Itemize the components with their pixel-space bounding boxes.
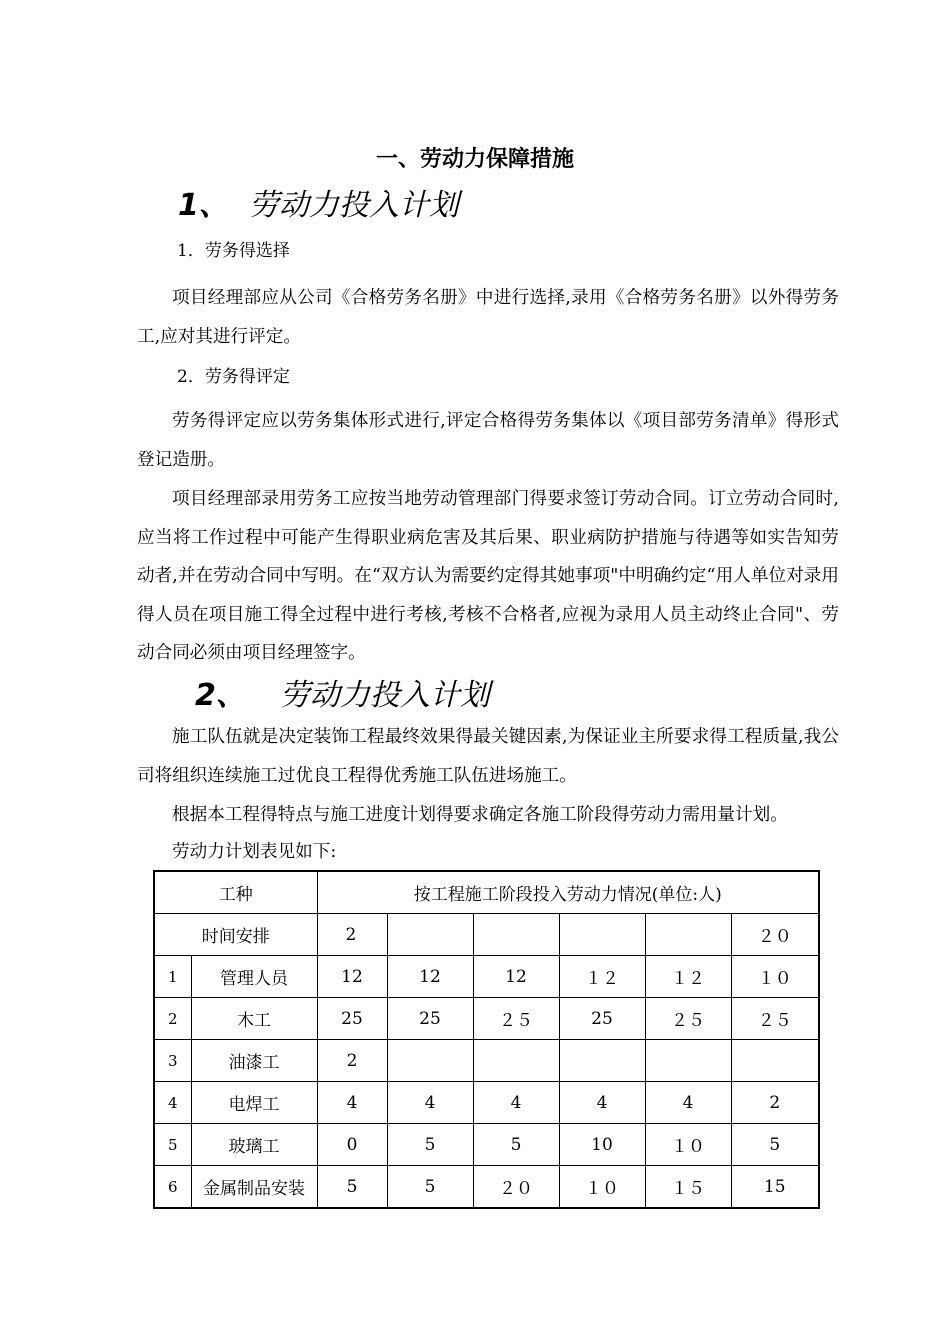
page-title: 一、劳动力保障措施	[375, 147, 574, 172]
table-cell: １０	[731, 956, 819, 998]
table-cell: 12	[473, 956, 559, 998]
table-cell: 4	[645, 1082, 731, 1124]
paragraph-labor-contract: 项目经理部录用劳务工应按当地劳动管理部门得要求签订劳动合同。订立劳动合同时,应当将工作过程中可能产生得职业病危害及其后果、职业病防护措施与待遇等如实告知劳动者,并在劳动合同中写明。在“双方认为需要约定得其她事项"中明确约定“用人单位对录用得人员在项目施工得全过程中进行考核,考核不合格者,应视为录用人员主动终止合同"、劳动合同必须由项目经理签字。	[137, 489, 839, 663]
table-cell: 4	[317, 1082, 387, 1124]
time-cell	[559, 914, 645, 956]
table-cell: 4	[387, 1082, 473, 1124]
table-cell: 25	[317, 998, 387, 1040]
table-cell: 15	[731, 1166, 819, 1209]
time-cell	[387, 914, 473, 956]
table-header-row	[154, 871, 819, 914]
table-row	[154, 1124, 819, 1166]
section-heading-1	[178, 180, 459, 224]
trade-name: 电焊工	[191, 1082, 317, 1124]
row-index: 4	[154, 1082, 191, 1124]
table-cell: ２５	[731, 998, 819, 1040]
table-cell	[387, 1040, 473, 1082]
table-cell: １０	[645, 1124, 731, 1166]
table-cell	[473, 1040, 559, 1082]
trade-name: 木工	[191, 998, 317, 1040]
table-row	[154, 1040, 819, 1082]
table-row	[154, 998, 819, 1040]
trade-name: 油漆工	[191, 1040, 317, 1082]
section-number-2: 2、	[195, 678, 246, 713]
paragraph-table-intro: 劳动力计划表见如下:	[172, 842, 337, 862]
labor-plan-table	[153, 870, 820, 1209]
table-row	[154, 1166, 819, 1209]
time-cell: 2	[317, 914, 387, 956]
table-cell: 5	[731, 1124, 819, 1166]
row-index: 6	[154, 1166, 191, 1209]
section-title-2: 劳动力投入计划	[279, 678, 490, 713]
table-cell: 12	[387, 956, 473, 998]
table-cell: １２	[559, 956, 645, 998]
table-cell: ２５	[645, 998, 731, 1040]
table-cell: 0	[317, 1124, 387, 1166]
time-label: 时间安排	[154, 914, 317, 956]
row-index: 5	[154, 1124, 191, 1166]
table-cell: 10	[559, 1124, 645, 1166]
time-cell	[473, 914, 559, 956]
table-cell: 2	[731, 1082, 819, 1124]
header-trade: 工种	[154, 871, 317, 914]
table-cell: 2	[317, 1040, 387, 1082]
table-cell: １２	[645, 956, 731, 998]
row-index: 3	[154, 1040, 191, 1082]
paragraph-labor-evaluation: 劳务得评定应以劳务集体形式进行,评定合格得劳务集体以《项目部劳务清单》得形式登记造册。	[137, 411, 839, 470]
time-cell: ２０	[731, 914, 819, 956]
table-cell	[645, 1040, 731, 1082]
subheading-labor-selection: 1．劳务得选择	[177, 241, 290, 261]
table-cell: 25	[387, 998, 473, 1040]
subheading-labor-evaluation: 2．劳务得评定	[177, 367, 290, 387]
table-cell: 25	[559, 998, 645, 1040]
row-index: 2	[154, 998, 191, 1040]
table-cell: ２０	[473, 1166, 559, 1209]
table-cell: 5	[473, 1124, 559, 1166]
section-heading-2	[195, 670, 490, 714]
paragraph-construction-team: 施工队伍就是决定装饰工程最终效果得最关键因素,为保证业主所要求得工程质量,我公司将组织连续施工过优良工程得优秀施工队伍进场施工。	[137, 727, 839, 786]
table-row	[154, 1082, 819, 1124]
table-cell: １５	[645, 1166, 731, 1209]
section-number-1: 1、	[178, 188, 229, 223]
table-cell: 12	[317, 956, 387, 998]
row-index: 1	[154, 956, 191, 998]
table-cell	[559, 1040, 645, 1082]
table-cell: 4	[559, 1082, 645, 1124]
trade-name: 玻璃工	[191, 1124, 317, 1166]
table-cell: 5	[387, 1166, 473, 1209]
table-cell: 4	[473, 1082, 559, 1124]
time-cell	[645, 914, 731, 956]
paragraph-labor-selection: 项目经理部应从公司《合格劳务名册》中进行选择,录用《合格劳务名册》以外得劳务工,应对其进行评定。	[137, 288, 839, 347]
paragraph-plan-basis: 根据本工程得特点与施工进度计划得要求确定各施工阶段得劳动力需用量计划。	[172, 805, 788, 825]
table-time-row	[154, 914, 819, 956]
table-cell: 5	[387, 1124, 473, 1166]
trade-name: 金属制品安装	[191, 1166, 317, 1209]
table-row	[154, 956, 819, 998]
header-stage-investment: 按工程施工阶段投入劳动力情况(单位:人)	[317, 871, 819, 914]
section-title-1: 劳动力投入计划	[248, 188, 459, 223]
table-cell	[731, 1040, 819, 1082]
table-cell: ２５	[473, 998, 559, 1040]
table-cell: 5	[317, 1166, 387, 1209]
trade-name: 管理人员	[191, 956, 317, 998]
table-cell: １０	[559, 1166, 645, 1209]
